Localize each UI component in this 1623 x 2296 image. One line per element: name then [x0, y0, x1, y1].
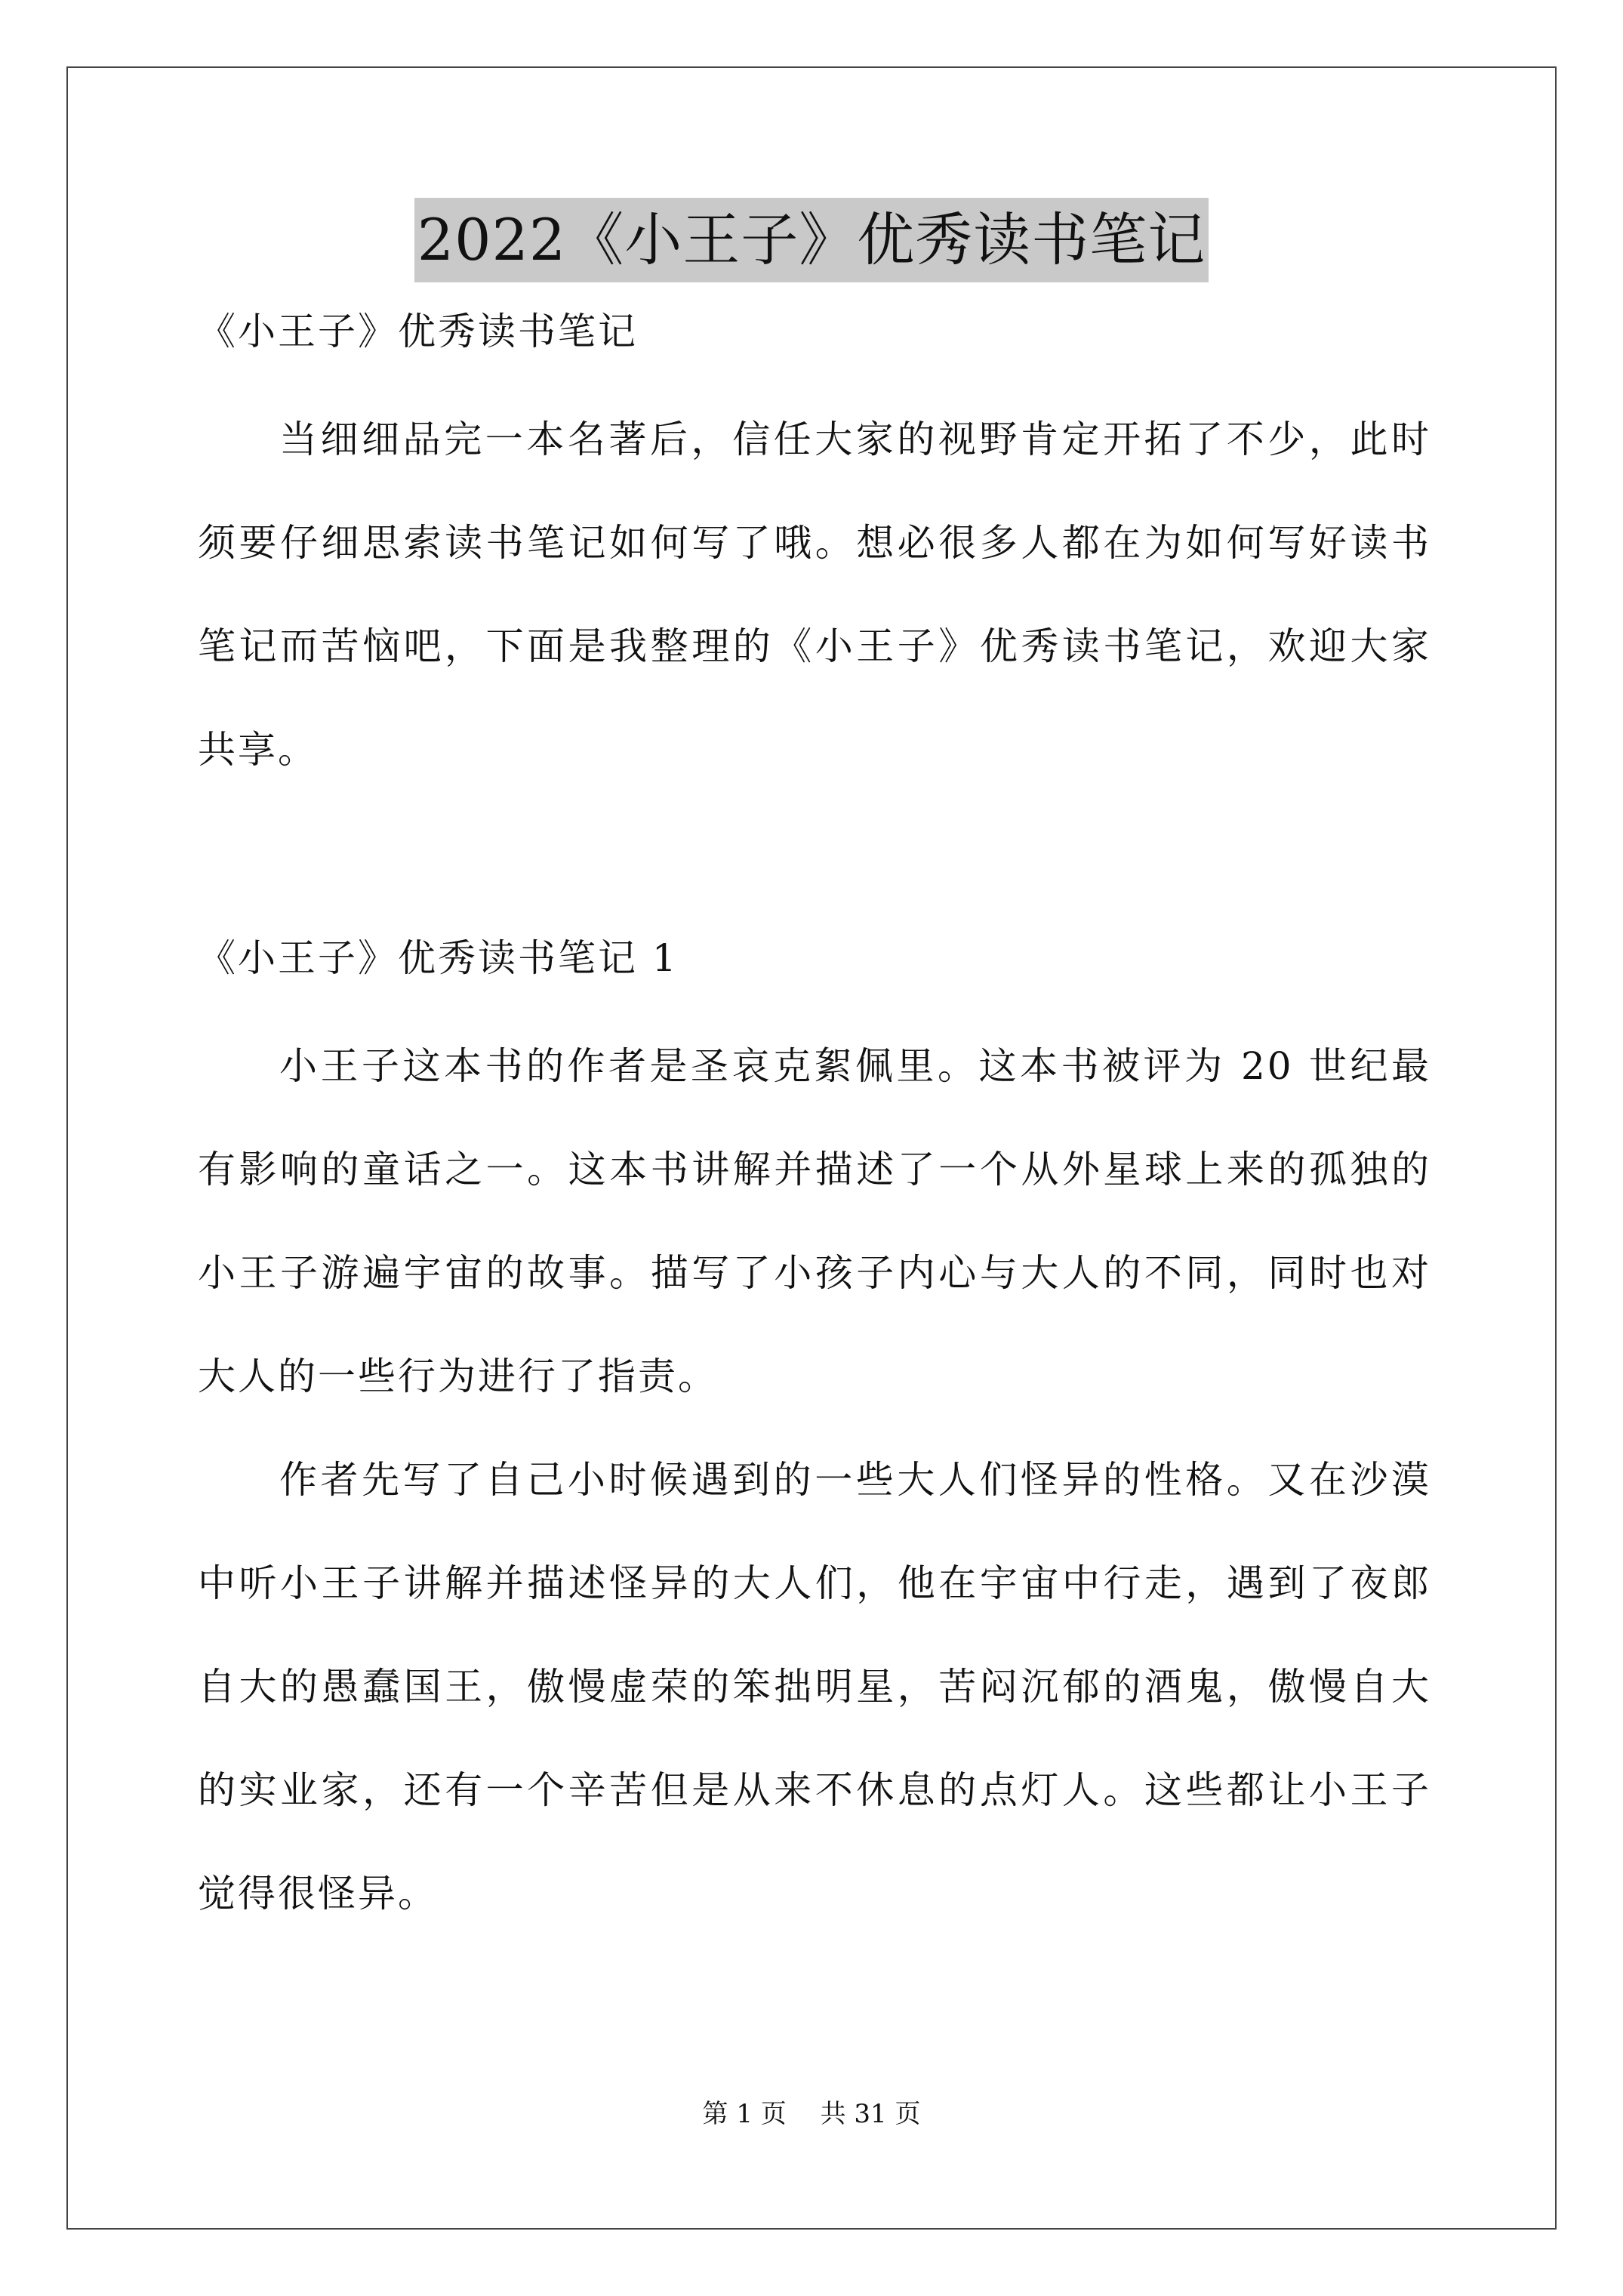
document-title: 2022《小王子》优秀读书笔记 — [414, 198, 1209, 282]
section-note-1 — [198, 932, 1431, 1946]
section-intro — [198, 305, 1431, 802]
page-total: 共 31 页 — [820, 2099, 921, 2129]
title-container — [0, 198, 1623, 282]
body-paragraph: 当细细品完一本名著后，信任大家的视野肯定开拓了不少，此时须要仔细思索读书笔记如何写了哦。想必很多人都在为如何写好读书笔记而苦恼吧，下面是我整理的《小王子》优秀读书笔记，欢迎大家共享。 — [198, 418, 1431, 772]
section-heading: 《小王子》优秀读书笔记 1 — [198, 936, 679, 980]
body-paragraph: 小王子这本书的作者是圣哀克絮佩里。这本书被评为 20 世纪最有影响的童话之一。这本书讲解并描述了一个从外星球上来的孤独的小王子游遍宇宙的故事。描写了小孩子内心与大人的不同，同时也对大人的一些行为进行了指责。 — [198, 1044, 1431, 1398]
section-heading: 《小王子》优秀读书笔记 — [198, 310, 638, 353]
document-body — [198, 305, 1431, 1946]
page-number: 第 1 页 — [702, 2099, 787, 2129]
page-footer — [0, 2097, 1623, 2131]
body-paragraph: 作者先写了自己小时候遇到的一些大人们怪异的性格。又在沙漠中听小王子讲解并描述怪异的大人们，他在宇宙中行走，遇到了夜郎自大的愚蠢国王，傲慢虚荣的笨拙明星，苦闷沉郁的酒鬼，傲慢自大的实业家，还有一个辛苦但是从来不休息的点灯人。这些都让小王子觉得很怪异。 — [198, 1458, 1431, 1915]
